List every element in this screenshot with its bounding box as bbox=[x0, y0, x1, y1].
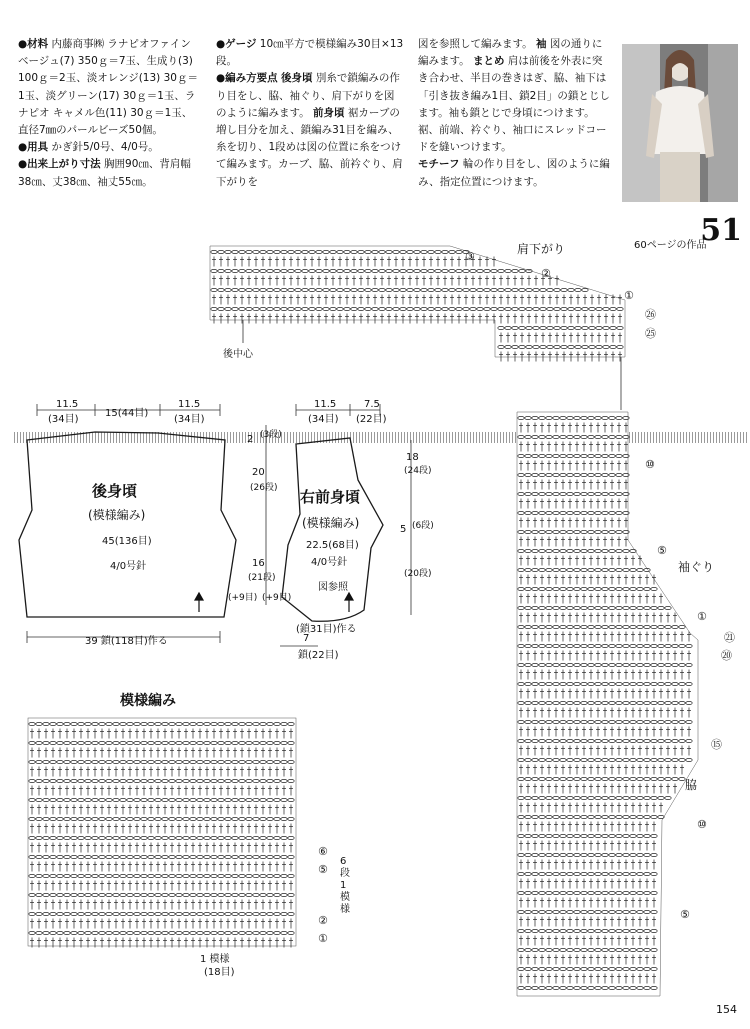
side-row-21: ㉑ bbox=[724, 631, 735, 644]
work-reference: 60ページの作品 bbox=[634, 240, 707, 251]
back-top-right-width: 11.5 bbox=[178, 399, 201, 410]
finish-heading: まとめ bbox=[473, 55, 505, 68]
points-heading: ●編み方要点 bbox=[216, 72, 278, 85]
tools-text: かぎ針5/0号、4/0号。 bbox=[51, 141, 159, 154]
size-text: 胸囲90㎝、背肩幅38㎝、丈38㎝、袖丈55㎝。 bbox=[18, 158, 191, 188]
motif-text: 輪の作り目をし、図のように編み、指定位置につけます。 bbox=[418, 158, 610, 188]
side-row-1: ① bbox=[697, 610, 707, 623]
back-body-width: 45(136目) bbox=[102, 536, 152, 547]
top-row-25: ㉕ bbox=[645, 327, 656, 340]
sleeve-text: 図の通りに編みます。 bbox=[418, 38, 603, 68]
back-depth-2: 2 bbox=[247, 434, 254, 445]
back-depth-20: 20 bbox=[252, 467, 265, 478]
back-top-center: 15(44目) bbox=[105, 408, 149, 419]
side-row-5-low: ⑤ bbox=[680, 908, 690, 921]
side-row-20: ⑳ bbox=[721, 649, 732, 662]
front-body-title: 右前身頃 bbox=[300, 488, 361, 506]
finish-text: 肩は前後を外表に突き合わせ、半目の巻きはぎ、脇、袖下は「引き抜き編み1目、鎖2目」の鎖とじします。袖も鎖とじで身頃につけます。裾、前端、衿ぐり、袖口にスレッドコードを縫いつけます。 bbox=[418, 55, 610, 154]
sleeve-heading: 袖 bbox=[536, 38, 547, 50]
work-number: 51 bbox=[700, 213, 742, 248]
pattern-row-1: ① bbox=[318, 932, 328, 945]
materials-heading: ●材料 bbox=[18, 38, 49, 50]
top-row-26: ㉖ bbox=[645, 308, 656, 321]
front-top-right-stitches: (22目) bbox=[356, 414, 387, 425]
side-row-5-top: ⑤ bbox=[657, 544, 667, 557]
back-heading: 後身頃 bbox=[281, 72, 313, 85]
front-height-5-rows: (6段) bbox=[412, 521, 434, 531]
front-body-needle: 4/0号針 bbox=[311, 557, 348, 568]
pattern-repeat-stitches: (18目) bbox=[204, 967, 235, 978]
back-top-left-stitches: (34目) bbox=[48, 414, 79, 425]
back-body-title: 後身頃 bbox=[92, 482, 138, 500]
back-depth-20-rows: (26段) bbox=[250, 483, 278, 493]
back-body-pattern: (模様編み) bbox=[88, 508, 146, 522]
back-depth-16: 16 bbox=[252, 558, 265, 569]
sleeve-side-chart bbox=[517, 412, 698, 996]
front-height-18-rows: (24段) bbox=[404, 466, 432, 476]
gauge-heading: ●ゲージ bbox=[216, 38, 257, 50]
back-body-needle: 4/0号針 bbox=[110, 561, 147, 572]
top-row-1: ① bbox=[624, 289, 634, 302]
front-chain-22: 鎖(22目) bbox=[298, 650, 339, 661]
top-row-2: ② bbox=[541, 267, 551, 280]
back-add-left: (+9目) bbox=[228, 593, 258, 603]
side-row-10-low: ⑩ bbox=[697, 818, 707, 831]
front-height-18: 18 bbox=[406, 452, 419, 463]
armhole-label: 袖ぐり bbox=[678, 560, 715, 574]
front-text: 裾カーブの増し目分を加え、鎖編み31目を編み、糸を切り、1段めは図の位置に糸をつけて編みます。カーブ、脇、前衿ぐり、肩下がりを bbox=[216, 106, 403, 188]
gauge-text: 10㎝平方で模様編み30目×13段。 bbox=[216, 38, 404, 68]
page-number: 154 bbox=[716, 1003, 737, 1016]
front-body-pattern: (模様編み) bbox=[302, 516, 360, 530]
top-yoke-chart bbox=[210, 246, 625, 362]
front-body-width: 22.5(68目) bbox=[306, 540, 359, 551]
pattern-row-5: ⑤ bbox=[318, 863, 328, 876]
top-row-3: ③ bbox=[465, 250, 475, 263]
pattern-repeat: 1 模様 bbox=[200, 954, 230, 965]
back-add-right: (+9目) bbox=[262, 593, 292, 603]
back-body-outline bbox=[19, 432, 236, 617]
back-center-label: 後中心 bbox=[223, 349, 253, 360]
side-row-10-top: ⑩ bbox=[645, 458, 655, 471]
back-top-left-width: 11.5 bbox=[56, 399, 79, 410]
motif-heading: モチーフ bbox=[418, 158, 460, 171]
materials-text: 内藤商事㈱ ラナピオファイン ベージュ(7) 350ｇ＝7玉、生成り(3) 100ｇ＝2玉、淡オレンジ(13) 30ｇ＝1玉、淡グリーン(17) 30ｇ＝1玉、ラナピオ キャメル色(11) 30ｇ＝1玉、直径7㎜のパールビーズ50個。 bbox=[18, 38, 198, 137]
back-text: 別糸で鎖編みの作り目をし、脇、袖ぐり、肩下がりを図のように編みます。 bbox=[216, 72, 400, 119]
front-seven: 7 bbox=[303, 633, 310, 644]
pattern-row-6: ⑥ bbox=[318, 845, 328, 858]
front-height-5: 5 bbox=[400, 524, 407, 535]
front-top-left-stitches: (34目) bbox=[308, 414, 339, 425]
back-chain-start: 39 鎖(118目)作る bbox=[85, 636, 168, 647]
front-height-20-rows: (20段) bbox=[404, 569, 432, 579]
continued-text: 図を参照して編みます。 bbox=[418, 38, 533, 50]
back-top-right-stitches: (34目) bbox=[174, 414, 205, 425]
front-heading: 前身頃 bbox=[313, 106, 345, 119]
pattern-chart bbox=[28, 718, 296, 948]
front-top-right-width: 7.5 bbox=[364, 399, 380, 410]
shoulder-slope-label: 肩下がり bbox=[517, 242, 566, 256]
pattern-six-rows: 6段1模様 bbox=[340, 856, 350, 915]
side-seam-label: 脇 bbox=[685, 778, 698, 792]
pattern-row-2: ② bbox=[318, 914, 328, 927]
tools-heading: ●用具 bbox=[18, 141, 49, 154]
size-heading: ●出来上がり寸法 bbox=[18, 158, 101, 171]
pattern-title: 模様編み bbox=[120, 693, 176, 709]
front-chain-31: (鎖31目)作る bbox=[296, 624, 357, 635]
front-top-left-width: 11.5 bbox=[314, 399, 337, 410]
front-see-chart: 図参照 bbox=[318, 582, 348, 593]
back-depth-16-rows: (21段) bbox=[248, 573, 276, 583]
side-row-15: ⑮ bbox=[711, 738, 722, 751]
back-depth-2-rows: (3段) bbox=[260, 430, 282, 440]
